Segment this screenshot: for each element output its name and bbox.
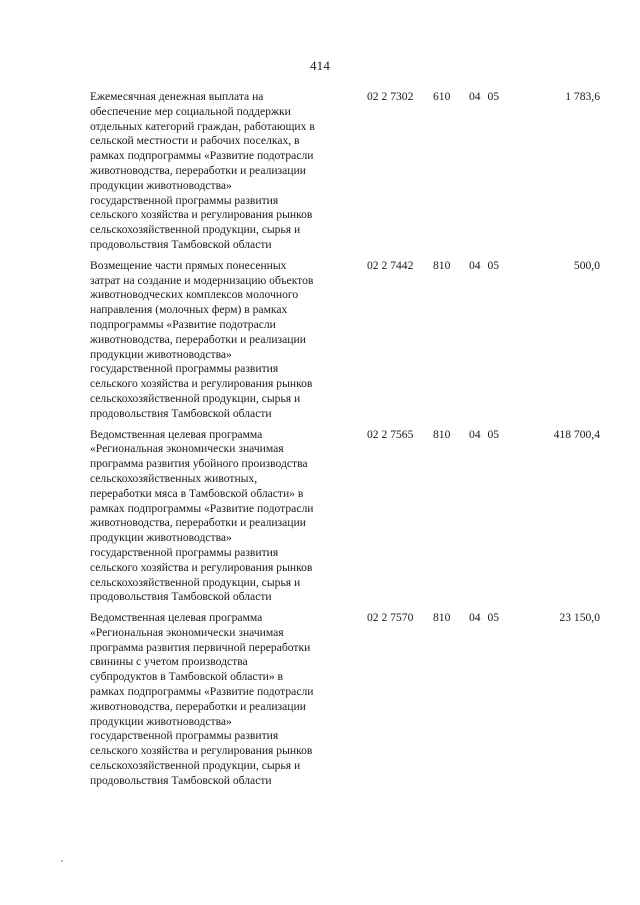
row-description: Возмещение части прямых понесенных затрат на создание и модернизацию объектов животноводческих комплексов молочного направления (молочных ферм) в рамках подпрограммы «Развитие подотрасли животноводства, переработки и реализации продукции животноводства» государственной программы развития сельского хозяйства и регулирования рынков сельскохозяйственной продукции, сырья и продовольствия Тамбовской области	[90, 258, 314, 420]
row-amount: 1 783,6	[565, 90, 600, 103]
row-section: 04 05	[469, 611, 500, 625]
row-expense-type: 810	[433, 611, 451, 625]
row-expense-type: 610	[433, 90, 451, 103]
table-row	[90, 90, 600, 253]
budget-table	[90, 90, 600, 795]
row-section: 04 05	[469, 427, 500, 441]
row-target-code: 02 2 7570	[367, 611, 414, 625]
row-amount: 500,0	[573, 258, 600, 272]
row-description: Ведомственная целевая программа «Региональная экономически значимая программа развития первичной переработки свинины с учетом производства субпродуктов в Тамбовской области» в рамках подпрограммы «Развитие подотрасли животноводства, переработки и реализации продукции животноводства» государственной программы развития сельского хозяйства и регулирования рынков сельскохозяйственной продукции, сырья и продовольствия Тамбовской области	[90, 611, 314, 787]
row-target-code: 02 2 7442	[367, 258, 414, 272]
row-description: Ежемесячная денежная выплата на обеспечение мер социальной поддержки отдельных категорий граждан, работающих в сельской местности и рабочих поселках, в рамках подпрограммы «Развитие подотрасли животноводства, переработки и реализации продукции животноводства» государственной программы развития сельского хозяйства и регулирования рынков сельскохозяйственной продукции, сырья и продовольствия Тамбовской области	[90, 90, 315, 251]
table-row	[90, 259, 600, 422]
row-section: 04 05	[469, 90, 500, 103]
row-amount: 418 700,4	[553, 427, 600, 441]
row-expense-type: 810	[433, 258, 451, 272]
table-row	[90, 428, 600, 606]
row-target-code: 02 2 7565	[367, 427, 414, 441]
row-target-code: 02 2 7302	[367, 90, 414, 103]
row-description: Ведомственная целевая программа «Региональная экономически значимая программа развития убойного производства сельскохозяйственных животных, переработки мяса в Тамбовской области» в рамках подпрограммы «Развитие подотрасли животноводства, переработки и реализации продукции животноводства» государственной программы развития сельского хозяйства и регулирования рынков сельскохозяйственной продукции, сырья и продовольствия Тамбовской области	[90, 427, 314, 604]
table-row	[90, 611, 600, 789]
page-number: 414	[309, 58, 331, 73]
row-expense-type: 810	[433, 427, 451, 441]
row-amount: 23 150,0	[559, 611, 600, 625]
scan-speck	[61, 860, 63, 862]
row-section: 04 05	[469, 258, 500, 272]
